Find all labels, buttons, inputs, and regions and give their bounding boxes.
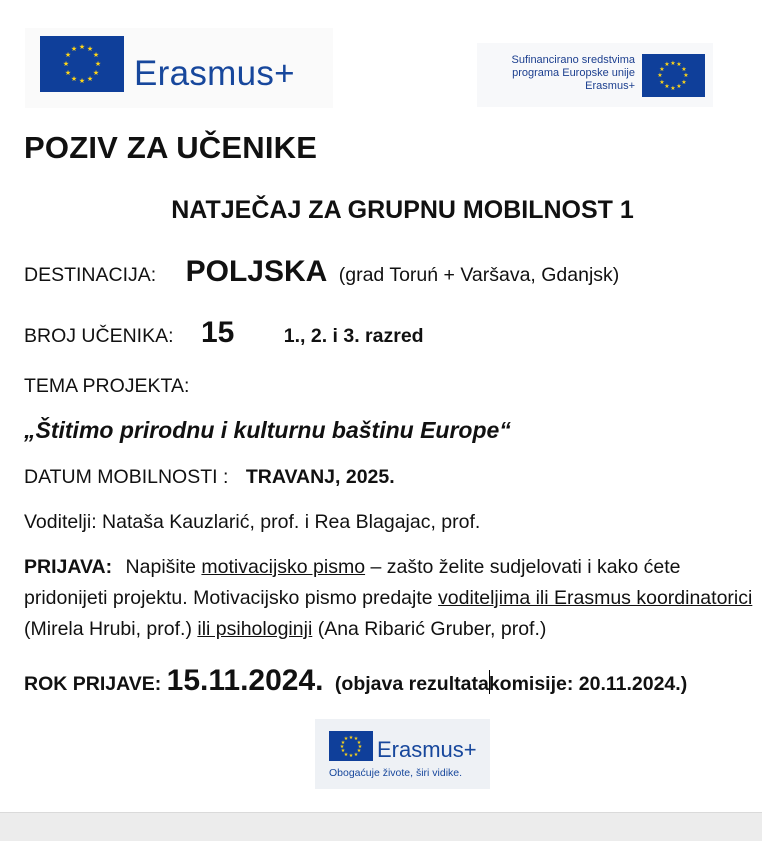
application-label: PRIJAVA: — [24, 556, 113, 578]
svg-text:★: ★ — [340, 740, 346, 746]
svg-text:★: ★ — [348, 753, 354, 759]
svg-text:★: ★ — [353, 736, 359, 742]
eu-flag-icon — [329, 731, 373, 761]
svg-text:★: ★ — [681, 66, 687, 73]
students-count: 15 — [200, 316, 235, 349]
erasmus-slogan-logo — [315, 719, 490, 789]
svg-text:★: ★ — [62, 60, 70, 68]
destination-label: DESTINACIJA: — [24, 264, 157, 286]
coordinators-link: voditeljima ili Erasmus koordinatorici — [438, 587, 753, 609]
psychologist-link: ili psihologinji — [197, 618, 313, 640]
mobility-date-label: DATUM MOBILNOSTI : — [24, 466, 229, 488]
destination-cities: (grad Toruń + Varšava, Gdanjsk) — [338, 264, 620, 286]
theme-label: TEMA PROJEKTA: — [24, 375, 190, 397]
svg-text:★: ★ — [343, 736, 349, 742]
deadline-note-a: (objava rezultata — [334, 673, 489, 695]
page-title: POZIV ZA UČENIKE — [24, 130, 318, 165]
application-paragraph: PRIJAVA: Napišite motivacijsko pismo – zašto želite sudjelovati i kako ćete pridonijeti projektu. Motivacijsko pismo predajte voditeljima ili Erasmus koordinatorici (Mirela Hrubi, prof.) ili psihologinji (Ana Ribarić Gruber, prof.) — [24, 556, 753, 640]
mobility-date-row — [24, 466, 395, 489]
students-label: BROJ UČENIKA: — [24, 325, 174, 347]
leaders-text: Voditelji: Nataša Kauzlarić, prof. i Rea Blagajac, prof. — [24, 511, 481, 533]
cofunded-text: Sufinancirano sredstvima programa Europske unije Erasmus+ — [511, 54, 635, 92]
svg-text:★: ★ — [86, 75, 94, 83]
bottom-bar — [0, 812, 762, 841]
deadline-label: ROK PRIJAVE: — [24, 673, 162, 695]
svg-text:★: ★ — [356, 748, 362, 754]
destination-country: POLJSKA — [185, 255, 328, 288]
svg-text:★: ★ — [670, 85, 676, 92]
svg-text:★: ★ — [659, 66, 665, 73]
svg-text:★: ★ — [78, 43, 86, 51]
svg-text:★: ★ — [70, 75, 78, 83]
deadline-note-b: komisije: 20.11.2024.) — [488, 673, 688, 695]
erasmus-logo — [25, 28, 333, 108]
svg-text:★: ★ — [357, 744, 363, 750]
svg-text:★: ★ — [664, 83, 670, 90]
students-row — [24, 316, 424, 350]
svg-text:★: ★ — [92, 51, 100, 59]
svg-text:★: ★ — [92, 69, 100, 77]
svg-text:★: ★ — [681, 79, 687, 86]
svg-text:★: ★ — [676, 61, 682, 68]
eu-flag-icon — [40, 36, 124, 92]
erasmus-wordmark: Erasmus+ — [377, 737, 477, 762]
svg-text:★: ★ — [64, 51, 72, 59]
svg-text:★: ★ — [340, 748, 346, 754]
erasmus-slogan: Obogaćuje živote, širi vidike. — [329, 767, 463, 779]
students-grades: 1., 2. i 3. razred — [283, 325, 424, 347]
eu-flag-icon — [642, 54, 705, 97]
svg-text:★: ★ — [356, 740, 362, 746]
svg-text:★: ★ — [353, 752, 359, 758]
mobility-date-value: TRAVANJ, 2025. — [245, 466, 395, 488]
svg-text:★: ★ — [659, 79, 665, 86]
deadline-date: 15.11.2024. — [166, 664, 324, 697]
cofunded-badge — [477, 43, 713, 107]
svg-text:★: ★ — [664, 61, 670, 68]
svg-text:★: ★ — [70, 45, 78, 53]
page-subtitle: NATJEČAJ ZA GRUPNU MOBILNOST 1 — [171, 196, 634, 224]
theme-title: „Štitimo prirodnu i kulturnu baštinu Europe“ — [24, 417, 511, 443]
svg-text:★: ★ — [86, 45, 94, 53]
erasmus-wordmark: Erasmus+ — [134, 54, 295, 93]
motivation-letter-link: motivacijsko pismo — [201, 556, 366, 578]
svg-text:★: ★ — [670, 60, 676, 67]
svg-text:★: ★ — [64, 69, 72, 77]
svg-text:★: ★ — [78, 77, 86, 85]
svg-text:★: ★ — [348, 735, 354, 741]
svg-text:★: ★ — [94, 60, 102, 68]
svg-text:★: ★ — [676, 83, 682, 90]
destination-row — [24, 255, 619, 289]
svg-text:★: ★ — [343, 752, 349, 758]
svg-text:★: ★ — [683, 72, 689, 79]
svg-text:★: ★ — [339, 744, 345, 750]
svg-text:★: ★ — [657, 72, 663, 79]
deadline-row — [24, 664, 687, 698]
